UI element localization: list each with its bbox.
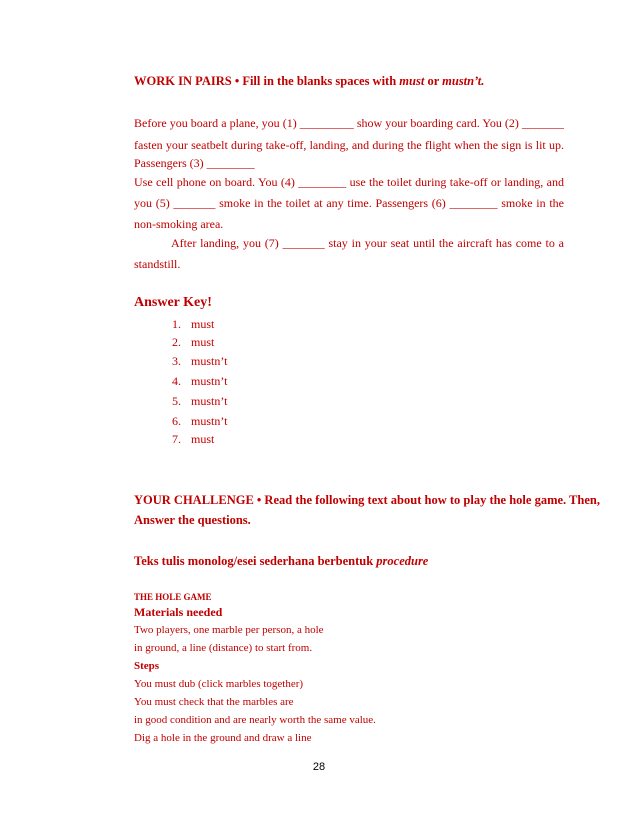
answer-value: must (191, 432, 215, 446)
challenge-heading-line-1: YOUR CHALLENGE • Read the following text about how to play the hole game. Then, (134, 493, 600, 507)
answer-key-title: Answer Key! (134, 295, 212, 310)
heading-prefix: WORK IN PAIRS • Fill in the blanks spaces with (134, 74, 400, 88)
answer-value: must (191, 317, 215, 331)
materials-line-2: in ground, a line (distance) to start from. (134, 642, 313, 654)
exercise-line-4: Use cell phone on board. You (4) ________ use the toilet during take-off or landing, and (134, 175, 564, 189)
answer-num: 6. (172, 414, 181, 428)
answer-value: mustn’t (191, 354, 228, 368)
heading-must: must (399, 74, 425, 88)
answer-value: mustn’t (191, 394, 228, 408)
answer-num: 3. (172, 354, 181, 368)
exercise-line-6: non-smoking area. (134, 217, 224, 231)
page-number: 28 (312, 761, 326, 773)
heading-mustnt: mustn’t. (442, 74, 485, 88)
answer-num: 2. (172, 335, 181, 349)
answer-num: 1. (172, 317, 181, 331)
steps-heading: Steps (134, 660, 160, 672)
materials-line-1: Two players, one marble per person, a hole (134, 624, 324, 636)
teks-prefix: Teks tulis monolog/esei sederhana berbentuk (134, 554, 377, 568)
exercise-line-8: standstill. (134, 257, 181, 271)
answer-num: 4. (172, 374, 181, 388)
teks-italic: procedure (376, 554, 429, 568)
work-in-pairs-heading (134, 74, 484, 89)
materials-heading: Materials needed (134, 605, 223, 619)
hole-game-title: THE HOLE GAME (134, 592, 212, 602)
steps-line-3: in good condition and are nearly worth the same value. (134, 714, 376, 726)
teks-heading (134, 554, 428, 569)
answer-value: mustn’t (191, 374, 228, 388)
steps-line-1: You must dub (click marbles together) (134, 678, 304, 690)
exercise-line-3: Passengers (3) ________ (134, 156, 255, 170)
exercise-line-5: you (5) _______ smoke in the toilet at any time. Passengers (6) ________ smoke in the (134, 196, 564, 210)
exercise-line-1: Before you board a plane, you (1) _________ show your boarding card. You (2) _______ (134, 116, 564, 130)
exercise-line-7: After landing, you (7) _______ stay in your seat until the aircraft has come to a (171, 236, 564, 250)
exercise-line-2: fasten your seatbelt during take-off, landing, and during the flight when the sign is lit up. (134, 138, 564, 152)
steps-line-2: You must check that the marbles are (134, 696, 294, 708)
steps-line-4: Dig a hole in the ground and draw a line (134, 732, 312, 744)
answer-num: 5. (172, 394, 181, 408)
heading-or: or (424, 74, 443, 88)
answer-value: must (191, 335, 215, 349)
challenge-heading-line-2: Answer the questions. (134, 513, 251, 527)
answer-num: 7. (172, 432, 181, 446)
answer-value: mustn’t (191, 414, 228, 428)
